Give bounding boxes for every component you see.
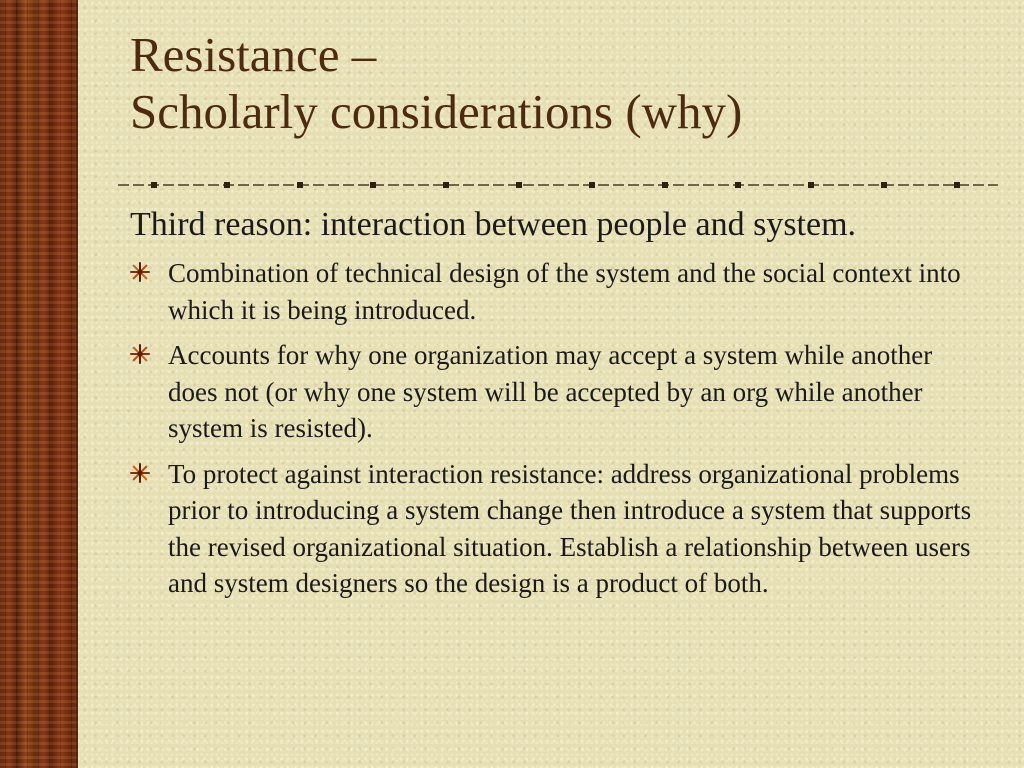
decorative-side-band: [0, 0, 78, 768]
divider-dot: [735, 182, 741, 188]
slide-title-line-2: Scholarly considerations (why): [130, 84, 743, 139]
slide-title: [130, 26, 742, 140]
divider-dot: [589, 182, 595, 188]
title-divider: [118, 176, 998, 194]
divider-dot: [662, 182, 668, 188]
divider-dot: [881, 182, 887, 188]
slide-heading: Third reason: interaction between people and system.: [130, 206, 857, 243]
divider-dot: [297, 182, 303, 188]
bullet-text: Combination of technical design of the system and the social context into which it is being introduced.: [168, 258, 961, 325]
divider-dot: [370, 182, 376, 188]
divider-dot: [516, 182, 522, 188]
bullet-item: [130, 255, 980, 328]
bullet-text: To protect against interaction resistance: address organizational problems prior to introducing a system change then introduce a system that supports the revised organizational situation. Establish a relationship between users and system designers so the design is a product of both.: [168, 458, 972, 598]
bullet-list: [130, 255, 980, 611]
slide-title-line-1: Resistance –: [130, 27, 377, 82]
divider-dot: [151, 182, 157, 188]
divider-dot: [954, 182, 960, 188]
divider-dot: [224, 182, 230, 188]
starburst-icon: [130, 262, 150, 282]
starburst-icon: [130, 344, 150, 364]
bullet-text: Accounts for why one organization may accept a system while another does not (or why one system will be accepted by an org while another system is resisted).: [168, 340, 933, 443]
divider-dot: [808, 182, 814, 188]
divider-dot: [443, 182, 449, 188]
starburst-icon: [130, 463, 150, 483]
bullet-item: [130, 337, 980, 447]
bullet-item: [130, 456, 980, 602]
